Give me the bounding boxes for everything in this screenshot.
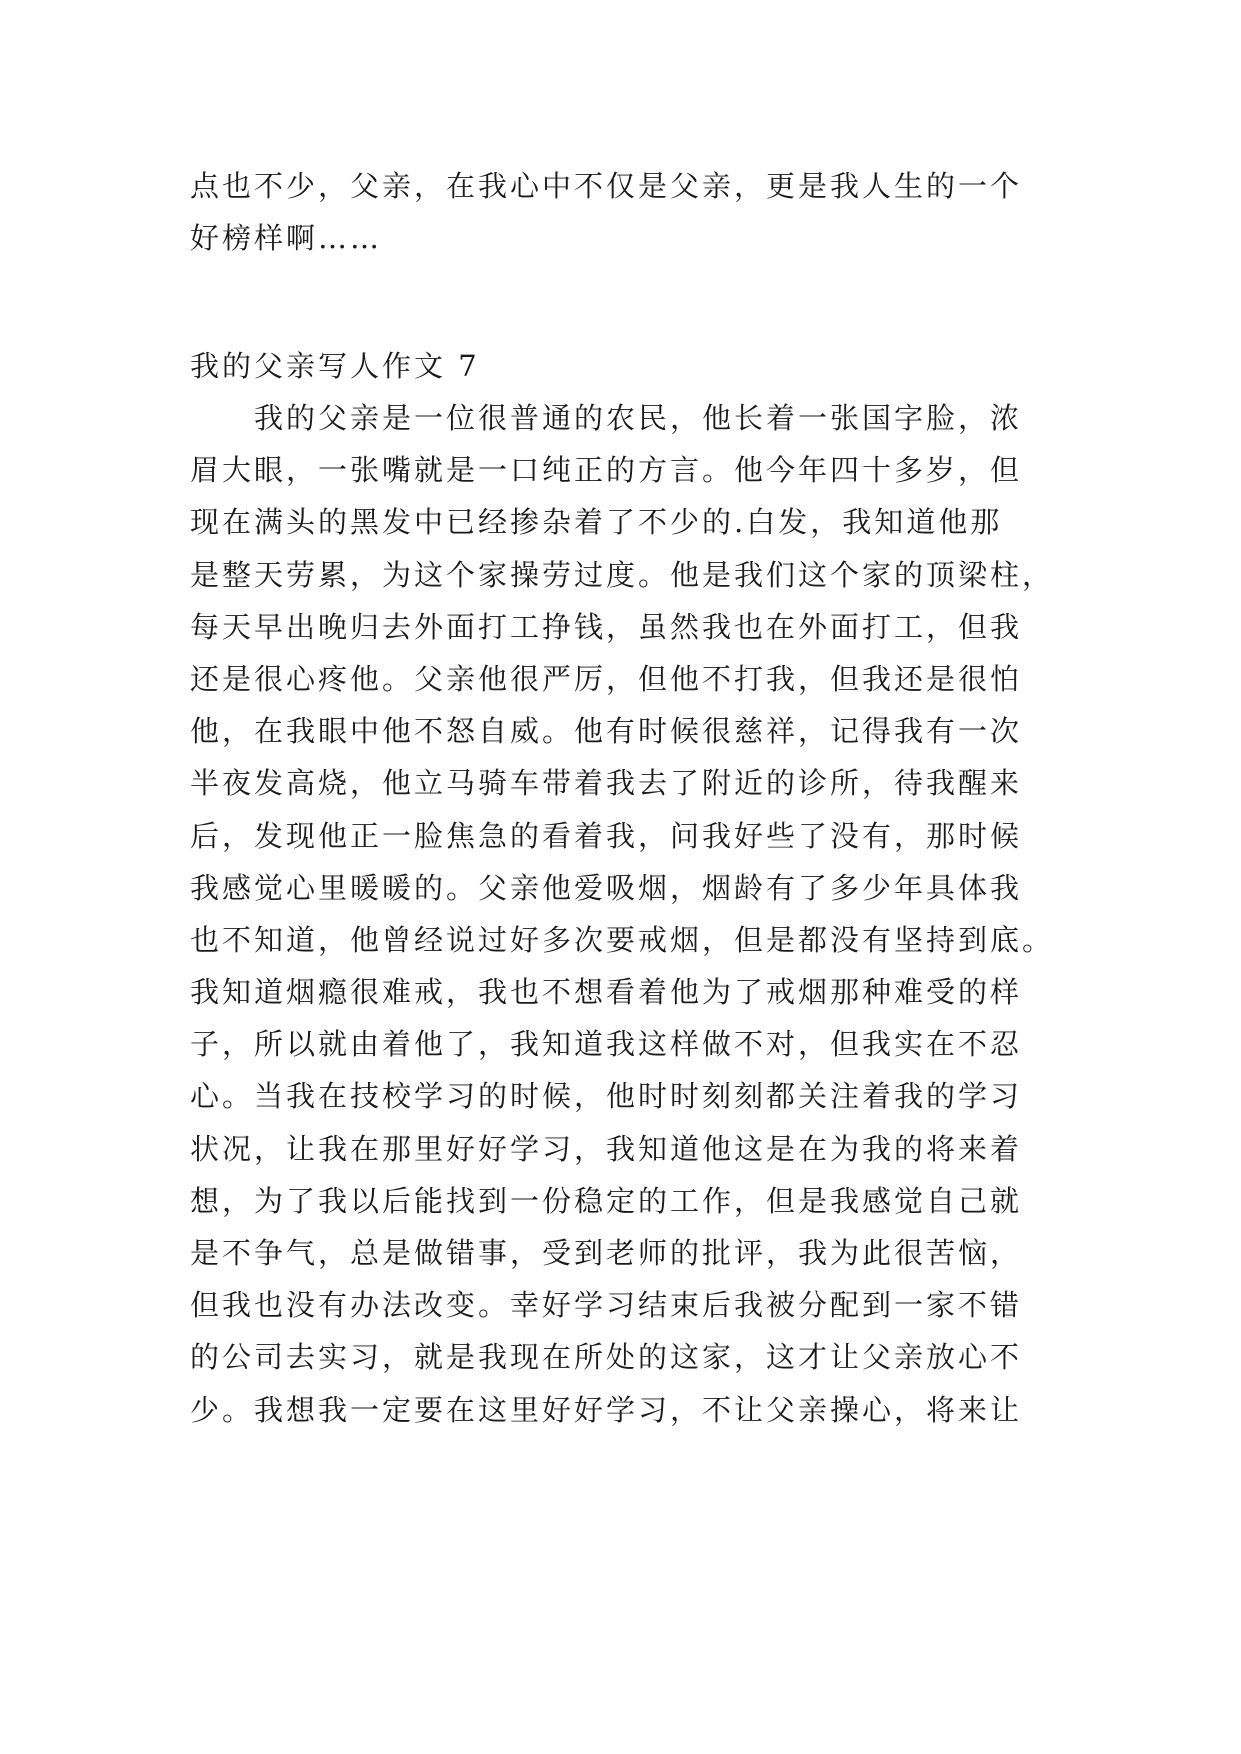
text-line: 少。我想我一定要在这里好好学习，不让父亲操心，将来让 xyxy=(190,1392,1023,1427)
text-line: 还是很心疼他。父亲他很严厉，但他不打我，但我还是很怕 xyxy=(190,661,1023,696)
text-line: 现在满头的黑发中已经掺杂着了不少的.白发，我知道他那 xyxy=(190,505,1003,540)
text-line: 我感觉心里暖暖的。父亲他爱吸烟，烟龄有了多少年具体我 xyxy=(190,870,1023,905)
section-title: 我的父亲写人作文 7 xyxy=(190,349,480,383)
text-line: 是整天劳累，为这个家操劳过度。他是我们这个家的顶梁柱， xyxy=(190,557,1055,592)
text-line: 我的父亲是一位很普通的农民，他长着一张国字脸，浓 xyxy=(190,401,1023,435)
text-line: 点也不少，父亲，在我心中不仅是父亲，更是我人生的一个 xyxy=(190,169,1023,203)
text-line: 好榜样啊…… xyxy=(190,221,383,256)
text-line: 状况，让我在那里好好学习，我知道他这是在为我的将来着 xyxy=(190,1131,1023,1166)
text-line: 半夜发高烧，他立马骑车带着我去了附近的诊所，待我醒来 xyxy=(190,766,1023,801)
text-line: 心。当我在技校学习的时候，他时时刻刻都关注着我的学习 xyxy=(190,1079,1023,1114)
text-line: 是不争气，总是做错事，受到老师的批评，我为此很苦恼， xyxy=(190,1236,1023,1270)
text-line: 子，所以就由着他了，我知道我这样做不对，但我实在不忍 xyxy=(190,1027,1023,1062)
text-line: 每天早出晚归去外面打工挣钱，虽然我也在外面打工，但我 xyxy=(190,609,1023,644)
text-line: 眉大眼，一张嘴就是一口纯正的方言。他今年四十多岁，但 xyxy=(190,453,1023,488)
text-line: 也不知道，他曾经说过好多次要戒烟，但是都没有坚持到底。 xyxy=(190,922,1055,957)
text-line: 的公司去实习，就是我现在所处的这家，这才让父亲放心不 xyxy=(190,1340,1023,1375)
text-line: 想，为了我以后能找到一份稳定的工作，但是我感觉自己就 xyxy=(190,1183,1023,1218)
text-line: 但我也没有办法改变。幸好学习结束后我被分配到一家不错 xyxy=(190,1288,1023,1323)
text-line: 我知道烟瘾很难戒，我也不想看着他为了戒烟那种难受的样 xyxy=(190,975,1023,1010)
intro-paragraph xyxy=(190,160,1050,264)
body-paragraph xyxy=(190,392,1055,1436)
text-line: 他，在我眼中他不怒自威。他有时候很慈祥，记得我有一次 xyxy=(190,714,1023,749)
text-line: 后，发现他正一脸焦急的看着我，问我好些了没有，那时候 xyxy=(190,818,1023,853)
